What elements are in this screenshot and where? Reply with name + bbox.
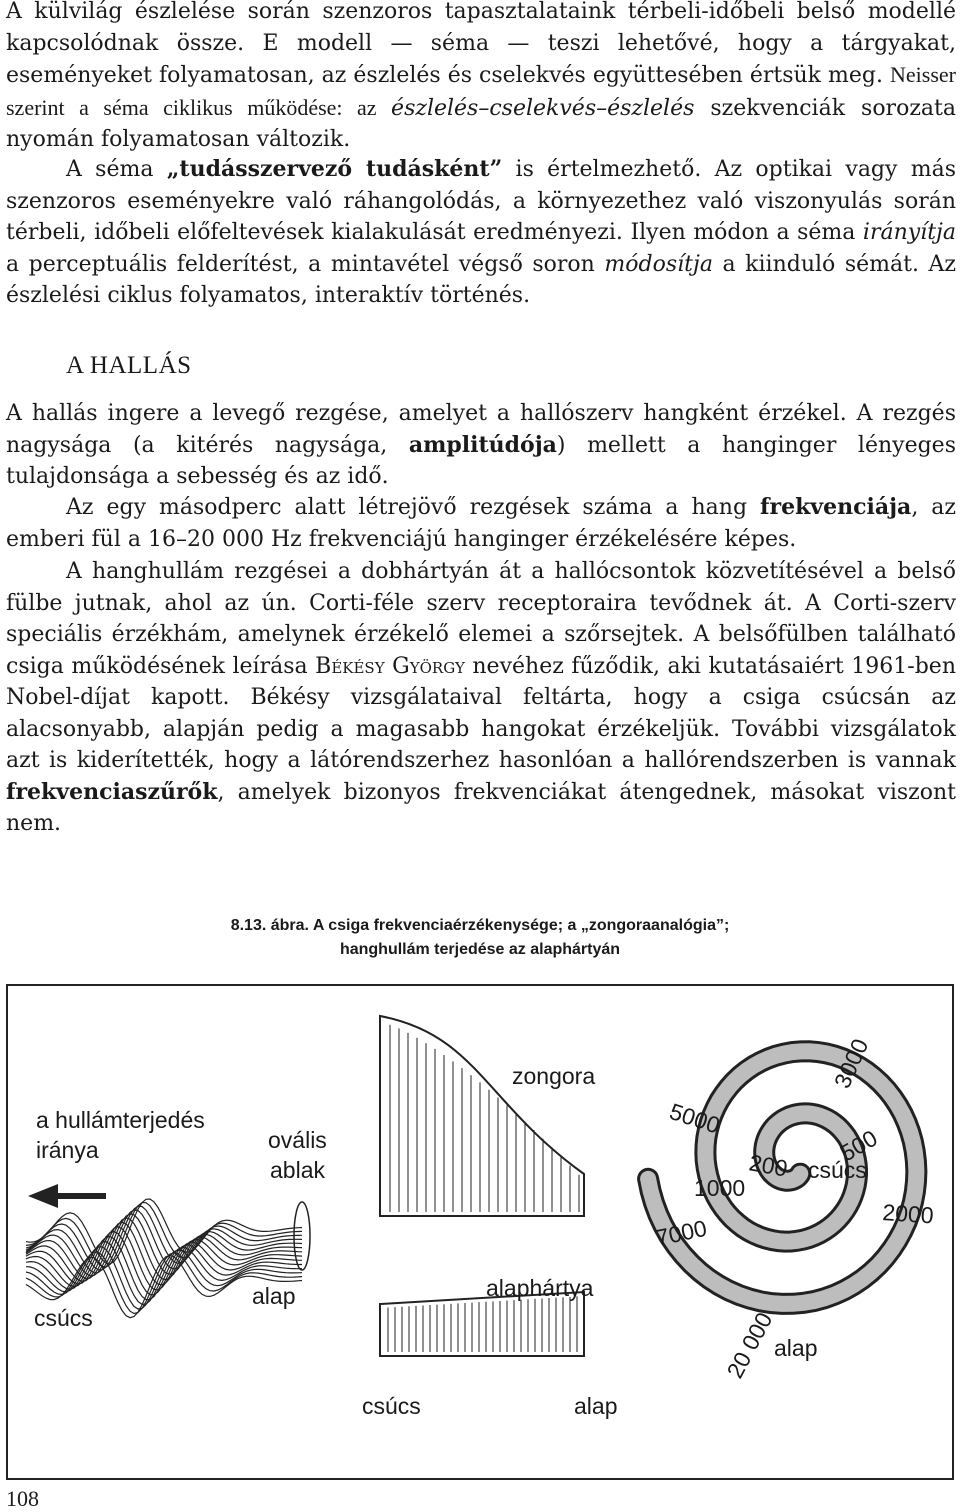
membrane-outline [380,1292,584,1356]
label-apex: csúcs [34,1305,93,1331]
label-oval-window: ovális [268,1127,327,1153]
paragraph-text: A séma [66,157,167,182]
arrow-head-icon [28,1184,58,1208]
caption-line: hanghullám terjedése az alaphártyán [339,941,621,958]
paragraph-hearing-stimulus [6,398,956,493]
label-direction: iránya [36,1137,99,1163]
membrane-lines [388,1296,577,1352]
freq-1000: 1000 [694,1175,746,1201]
basilar-membrane-drawing [380,1292,584,1356]
page-number: 108 [6,1486,39,1511]
label-apex: csúcs [362,1393,421,1419]
bold-term: frekvenciaszűrők [6,778,218,805]
paragraph-schema-intro [6,0,956,156]
paragraph-text: Neisser szerint a séma ciklikus működése: az [6,62,956,120]
bold-term: „tudásszervező tudásként” [166,156,503,182]
italic-term: észlelés–cselekvés–észlelés [391,95,695,121]
freq-500: 500 [835,1124,882,1167]
paragraph-text: szekvenciák sorozata nyomán folyamatosan változik. [6,95,956,152]
paragraph-text: Az optikai vagy más szenzoros eseményekre való ráhangolódás, a környezethez való viszonyulás során térbeli, időbeli előfeltevések kialakulását eredményezi. Ilyen módon a séma [6,157,957,245]
label-base: alap [252,1283,296,1309]
freq-7000: 7000 [653,1214,710,1251]
label-spiral-apex: csúcs [808,1157,867,1183]
freq-2000: 2000 [881,1199,935,1229]
bold-term: frekvenciája [760,494,912,520]
bold-term: amplitúdója [408,431,557,458]
paragraph-text: a kiinduló sémát. Az észlelési ciklus folyamatos, interaktív történés. [6,251,956,308]
piano-strings [390,1025,579,1212]
paragraph-text: , amelyek bizonyos frekvenciákat átengednek, másokat viszont nem. [6,779,956,836]
label-spiral-base: alap [774,1335,818,1361]
figure-caption [0,914,960,962]
label-membrane: alaphártya [486,1275,594,1301]
italic-term: irányítja [862,220,956,245]
italic-term: módosítja [604,251,713,277]
paragraph-text: A hanghullám rezgései a dobhártyán át a hallócsontok közvetítésével a belső fülbe jutnak, ahol az ún. Corti-féle szerv receptoraira tevődnek át. A Corti-szerv speciális érzékhám, amelynek érzékelő elemei a szőrsejtek. A belsőfülben található csiga működésének leírása [6,559,956,679]
piano-analogy-drawing [380,1016,584,1216]
paragraph-text: Az egy másodperc alatt létrejövő rezgések száma a hang [66,495,761,520]
paragraph-schema-knowledge [6,154,956,312]
paragraph-cochlea [6,556,956,840]
paragraph-text: ) mellett a hanginger lényeges tulajdonsága a sebesség és az idő. [6,432,956,489]
paragraph-text: A hallás ingere a levegő rezgése, amelyet a hallószerv hangként érzékel. A rezgés nagysága (a kitérés nagysága, [6,401,956,458]
label-base: alap [574,1393,618,1419]
section-heading: A HALLÁS [66,352,192,379]
caption-line: 8.13. ábra. A csiga frekvenciaérzékenysége; a „zongoraanalógia”; [230,917,730,934]
freq-5000: 5000 [666,1098,724,1139]
label-direction: a hullámterjedés [36,1107,205,1133]
cochlea-figure [6,984,954,1480]
paragraph-text: is értelmezhető. [502,157,702,182]
label-piano: zongora [512,1063,596,1089]
paragraph-frequency [6,492,956,555]
paragraph-text: a perceptuális felderítést, a mintavétel végső soron [6,251,605,277]
paragraph-text: A külvilág észlelése során szenzoros tapasztalataink térbeli-időbeli belső modellé kapcsolódnak össze. E modell — séma — teszi lehetővé, hogy a tárgyakat, eseményeket folyamatosan, az észlelés és cselekvés együttesében értsük meg. [6,0,956,88]
freq-20000: 20 000 [721,1308,778,1383]
paragraph-text: , az emberi fül a 16–20 000 Hz frekvenciájú hanginger érzékelésére képes. [6,495,956,552]
label-oval-window: ablak [270,1157,325,1183]
paragraph-text: nevéhez fűződik, aki kutatásaiért 1961-ben Nobel-díjat kapott. Békésy vizsgálataival feltárta, hogy a csiga csúcsán az alacsonyabb, alapján pedig a magasabb hangokat érzékeljük. További vizsgálatok azt is kiderítették, hogy a látórendszerhez hasonlóan a hallórendszerben is vannak [6,653,956,773]
freq-200: 200 [747,1149,790,1182]
piano-outline [380,1016,584,1216]
author-name: Békésy György [315,653,465,679]
freq-3000: 3000 [828,1034,874,1093]
